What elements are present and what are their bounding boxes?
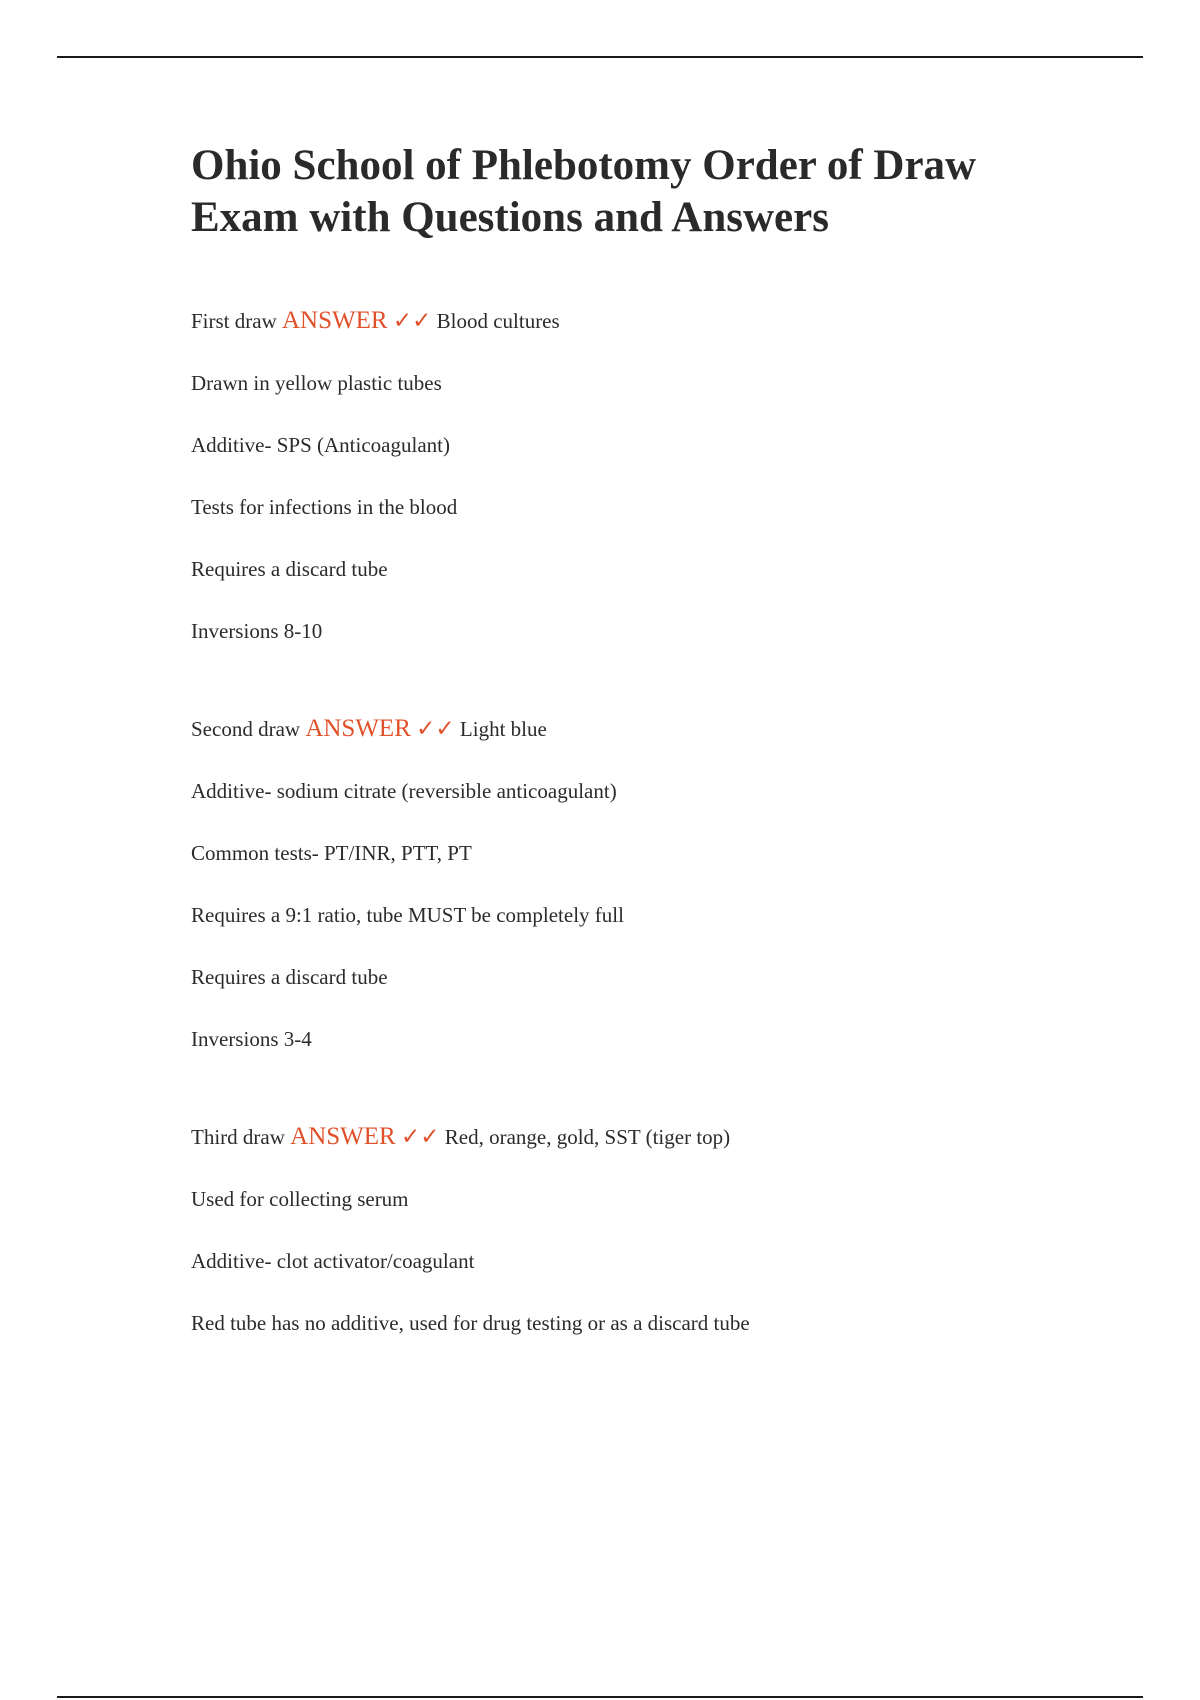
qa-sections (191, 306, 1071, 1338)
answer-text: Red, orange, gold, SST (tiger top) (444, 1125, 731, 1149)
question-line (191, 306, 1071, 336)
detail-line: Common tests- PT/INR, PTT, PT (191, 841, 472, 865)
qa-section (191, 306, 1071, 646)
question-text: Second draw (191, 717, 301, 741)
qa-section (191, 714, 1071, 1054)
detail-line: Red tube has no additive, used for drug testing or as a discard tube (191, 1311, 750, 1335)
double-check-icon: ✓✓ (392, 308, 432, 333)
detail-line: Requires a 9:1 ratio, tube MUST be completely full (191, 903, 624, 927)
detail-line: Requires a discard tube (191, 965, 388, 989)
answer-tag: ANSWER (282, 307, 388, 334)
double-check-icon: ✓✓ (416, 716, 455, 741)
answer-tag: ANSWER (290, 1123, 396, 1150)
answer-text: Blood cultures (436, 309, 560, 333)
detail-line: Inversions 8-10 (191, 619, 323, 643)
document-title: Ohio School of Phlebotomy Order of Draw Exam with Questions and Answers (191, 142, 977, 241)
qa-section (191, 1122, 1071, 1338)
detail-line: Additive- sodium citrate (reversible anticoagulant) (191, 779, 617, 803)
bottom-rule (57, 1696, 1143, 1698)
question-line (191, 714, 1071, 744)
detail-line: Additive- clot activator/coagulant (191, 1249, 475, 1273)
question-text: First draw (191, 309, 277, 333)
detail-line: Tests for infections in the blood (191, 495, 458, 519)
answer-text: Light blue (459, 717, 547, 741)
detail-line: Drawn in yellow plastic tubes (191, 371, 442, 395)
detail-line: Requires a discard tube (191, 557, 388, 581)
question-line (191, 1122, 1071, 1152)
detail-line: Additive- SPS (Anticoagulant) (191, 433, 450, 457)
detail-line: Inversions 3-4 (191, 1027, 312, 1051)
question-text: Third draw (191, 1125, 285, 1149)
detail-line: Used for collecting serum (191, 1187, 409, 1211)
double-check-icon: ✓✓ (400, 1124, 440, 1149)
document-body (191, 140, 1071, 1406)
answer-tag: ANSWER (305, 715, 411, 742)
top-rule (57, 56, 1143, 58)
